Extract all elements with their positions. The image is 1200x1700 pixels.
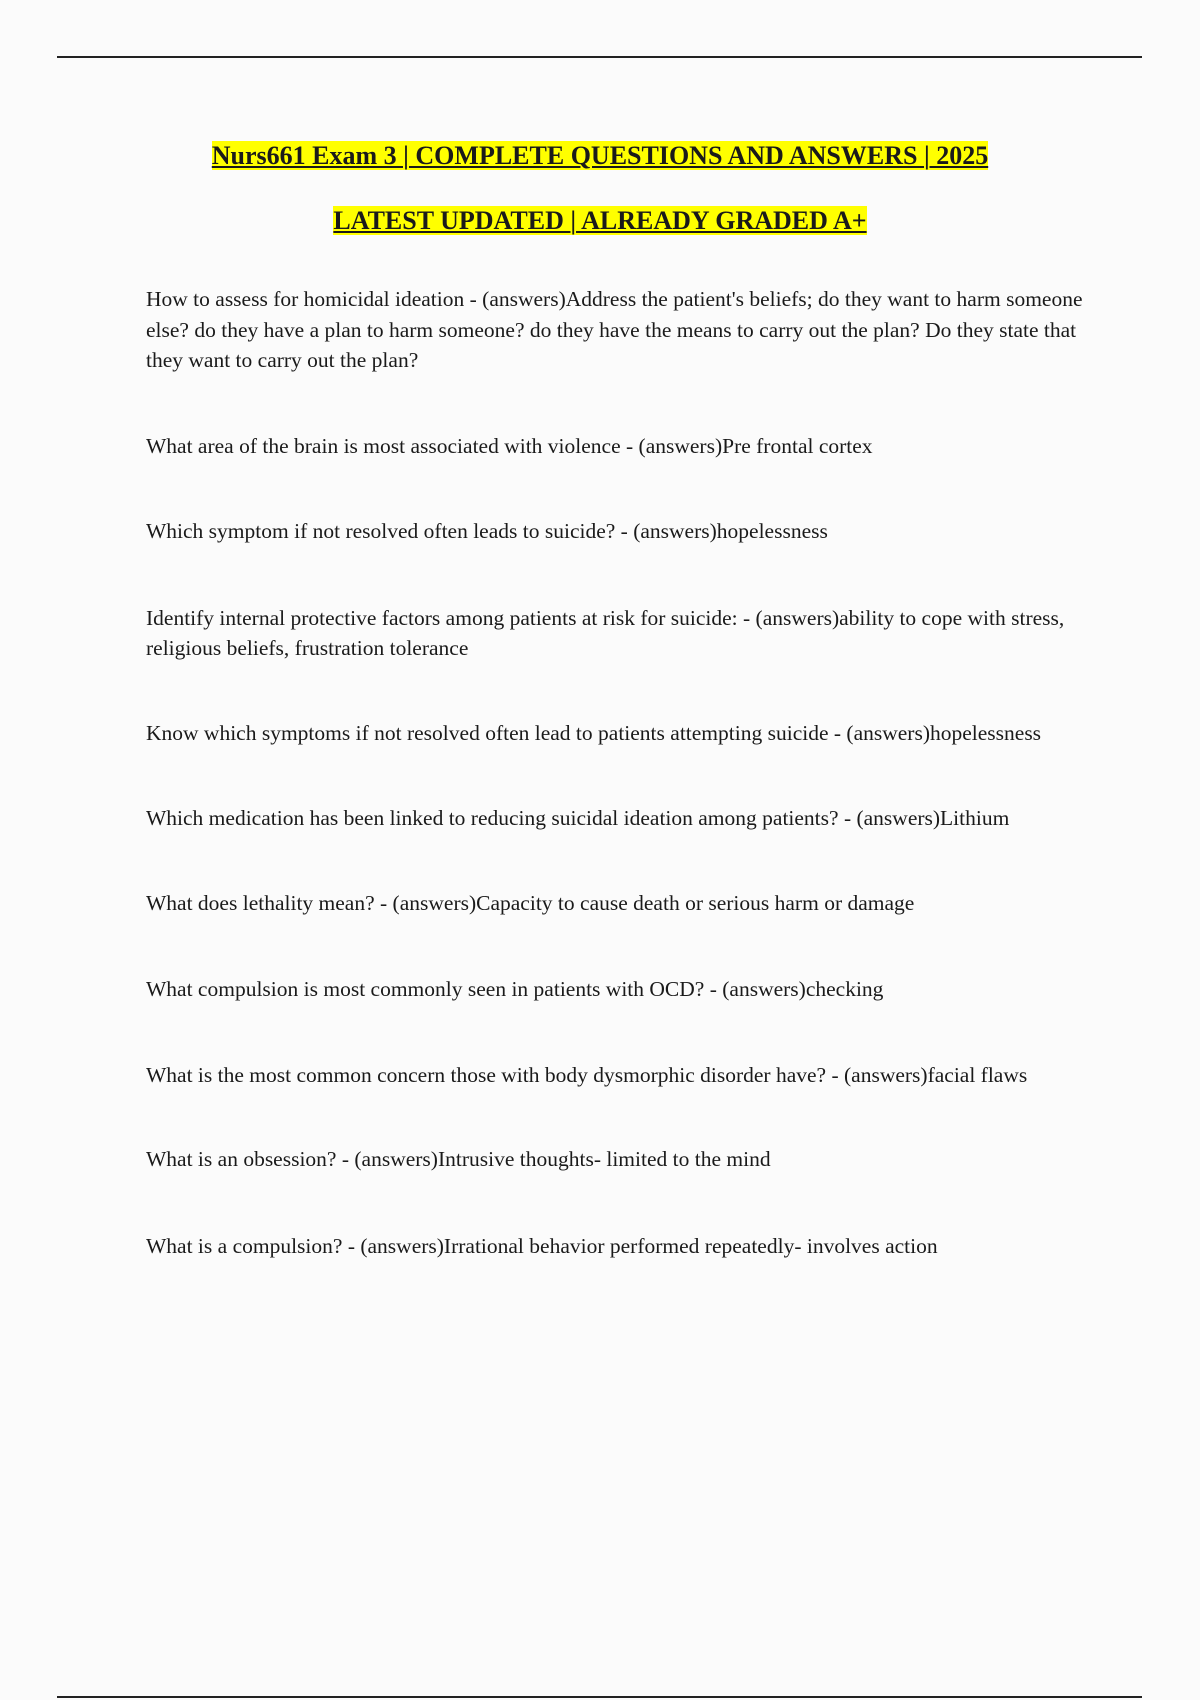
qa-item: Know which symptoms if not resolved often lead to patients attempting suicide - (answers)hopelessness <box>146 720 1042 745</box>
qa-item: What is a compulsion? - (answers)Irrational behavior performed repeatedly- involves action <box>146 1233 938 1258</box>
qa-item: What is the most common concern those with body dysmorphic disorder have? - (answers)facial flaws <box>146 1062 1028 1087</box>
qa-item: What compulsion is most commonly seen in patients with OCD? - (answers)checking <box>146 977 884 1001</box>
qa-item: Which medication has been linked to reducing suicidal ideation among patients? - (answers)Lithium <box>146 806 1010 830</box>
qa-list <box>146 284 1086 1261</box>
bottom-rule <box>57 1696 1142 1698</box>
qa-item: How to assess for homicidal ideation - (answers)Address the patient's beliefs; do they want to harm someone else? do they have a plan to harm someone? do they have the means to carry out the plan? Do they state that they want to carry out the plan? <box>146 287 1083 372</box>
title-line-1: Nurs661 Exam 3 | COMPLETE QUESTIONS AND ANSWERS | 2025 <box>211 141 989 170</box>
qa-item: Which symptom if not resolved often leads to suicide? - (answers)hopelessness <box>146 519 828 543</box>
title-line-1-wrap <box>0 140 1200 205</box>
title-line-2: LATEST UPDATED | ALREADY GRADED A+ <box>333 206 867 235</box>
title-line-2-wrap <box>0 205 1200 270</box>
document-title <box>0 140 1200 270</box>
qa-item: What area of the brain is most associated with violence - (answers)Pre frontal cortex <box>146 433 873 458</box>
top-rule <box>57 56 1142 58</box>
qa-item: What is an obsession? - (answers)Intrusive thoughts- limited to the mind <box>146 1147 771 1171</box>
qa-item: Identify internal protective factors among patients at risk for suicide: - (answers)ability to cope with stress, religious beliefs, frustration tolerance <box>146 605 1065 660</box>
qa-item: What does lethality mean? - (answers)Capacity to cause death or serious harm or damage <box>146 890 915 915</box>
